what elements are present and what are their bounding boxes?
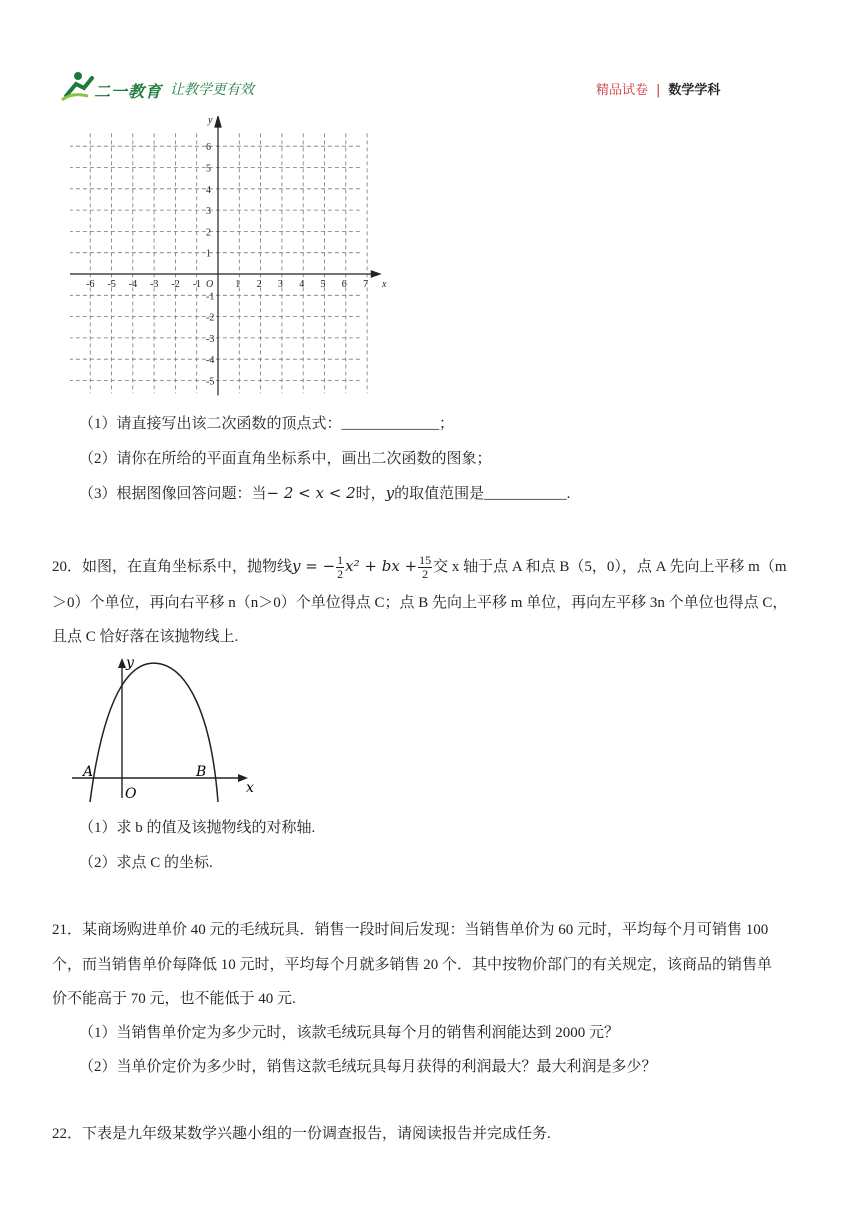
q20-frac1-den: 2: [337, 567, 344, 581]
grid-y-label: y: [208, 116, 213, 126]
x-tick-label: 6: [341, 279, 347, 290]
q21-part1: （1）当销售单价定为多少元时，该款毛绒玩具每个月的销售利润能达到 2000 元？: [79, 1025, 620, 1041]
q19-part3-math: − 2 < x < 2: [266, 484, 356, 502]
q20-line3: 且点 C 恰好落在该抛物线上.: [52, 629, 239, 645]
q22-line1: 22．下表是九年级某数学兴趣小组的一份调查报告，请阅读报告并完成任务.: [52, 1126, 551, 1142]
grid-origin-label: O: [206, 279, 214, 290]
q19-part1: （1）请直接写出该二次函数的顶点式：_____________；: [79, 416, 455, 432]
y-tick-label: 5: [206, 163, 211, 175]
q20-part1: （1）求 b 的值及该抛物线的对称轴.: [79, 820, 316, 836]
parabola-curve: [90, 663, 218, 802]
q19-part3-y: y: [385, 484, 395, 502]
x-tick-label: -1: [192, 279, 202, 290]
y-tick-label: 4: [206, 184, 211, 196]
y-tick-label: -3: [206, 333, 215, 345]
q20-frac2-num: 15: [419, 553, 432, 567]
fig-origin-label: O: [125, 786, 137, 802]
y-tick-label: 1: [206, 248, 211, 260]
header-tags: [596, 79, 720, 98]
grid-y-arrow: [215, 116, 221, 127]
q20-math2: x² + bx +: [345, 556, 418, 575]
fig-x-label: x: [246, 780, 254, 796]
x-tick-label: -3: [150, 279, 159, 290]
coordinate-grid-figure: [70, 116, 400, 398]
q20-frac1-num: 1: [337, 553, 344, 567]
axes: [70, 116, 380, 395]
q20-math1: y = −: [292, 556, 336, 575]
y-tick-label: -1: [206, 291, 215, 303]
q19-part3-a: （3）根据图像回答问题：当: [79, 486, 267, 502]
x-tick-label: 4: [299, 279, 305, 290]
q20-line1-b: 交 x 轴于点 A 和点 B（5，0），点 A 先向上平移 m（m: [433, 558, 787, 575]
q20-frac2-den: 2: [422, 567, 429, 581]
x-tick-label: 7: [363, 279, 369, 290]
q19-part3-c: 的取值范围是___________.: [394, 486, 571, 502]
brand-name: 二一教育: [94, 82, 163, 101]
q19-part3: [79, 483, 570, 504]
y-tick-label: 6: [206, 142, 211, 154]
q20-line1: [52, 554, 787, 581]
y-tick-label: -4: [206, 355, 215, 367]
q20-part2: （2）求点 C 的坐标.: [79, 855, 213, 871]
q21-line1: 21．某商场购进单价 40 元的毛绒玩具．销售一段时间后发现：当销售单价为 60 元时，平均每个月可销售 100: [52, 922, 769, 938]
parabola-figure: [66, 650, 266, 810]
x-tick-label: 2: [256, 279, 262, 290]
q19-part2: （2）请你在所给的平面直角坐标系中，画出二次函数的图象；: [79, 451, 492, 467]
y-tick-label: -2: [206, 312, 215, 324]
x-tick-label: -2: [171, 279, 180, 290]
y-axis-arrow: [118, 658, 126, 668]
header-separator: |: [656, 83, 661, 98]
q20-fraction1: [336, 554, 344, 581]
y-tick-label: 2: [206, 227, 211, 239]
x-tick-label: -4: [128, 279, 138, 290]
brand-slogan: 让教学更有效: [170, 82, 254, 98]
x-tick-label: -6: [86, 279, 95, 290]
header-subject: 数学学科: [668, 83, 721, 98]
q19-part3-b: 时，: [355, 486, 386, 502]
y-tick-label: -5: [206, 376, 215, 388]
grid-x-arrow: [371, 271, 380, 277]
q20-line1-a: 20．如图，在直角坐标系中，抛物线: [52, 558, 293, 575]
q20-line2: ＞0）个单位，再向右平移 n（n＞0）个单位得点 C；点 B 先向上平移 m 单位，再向左平移 3n 个单位也得点 C，: [52, 595, 788, 611]
q21-line3: 价不能高于 70 元，也不能低于 40 元.: [52, 991, 296, 1007]
y-tick-label: 3: [206, 206, 211, 218]
q21-line2: 个，而当销售单价每降低 10 元时，平均每个月就多销售 20 个．其中按物价部门的有关规定，该商品的销售单: [52, 957, 773, 973]
x-tick-label: 1: [235, 279, 241, 290]
fig-point-a: A: [83, 764, 94, 780]
fig-point-b: B: [196, 764, 207, 780]
header-tag: 精品试卷: [596, 83, 649, 98]
x-tick-label: -5: [107, 279, 116, 290]
x-tick-label: 5: [320, 279, 326, 290]
fig-y-label: y: [126, 655, 134, 671]
x-tick-label: 3: [277, 279, 283, 290]
grid-x-label: x: [382, 279, 387, 290]
q20-fraction2: [418, 554, 432, 581]
q21-part2: （2）当单价定价为多少时，销售这款毛绒玩具每月获得的利润最大？最大利润是多少？: [79, 1059, 657, 1075]
